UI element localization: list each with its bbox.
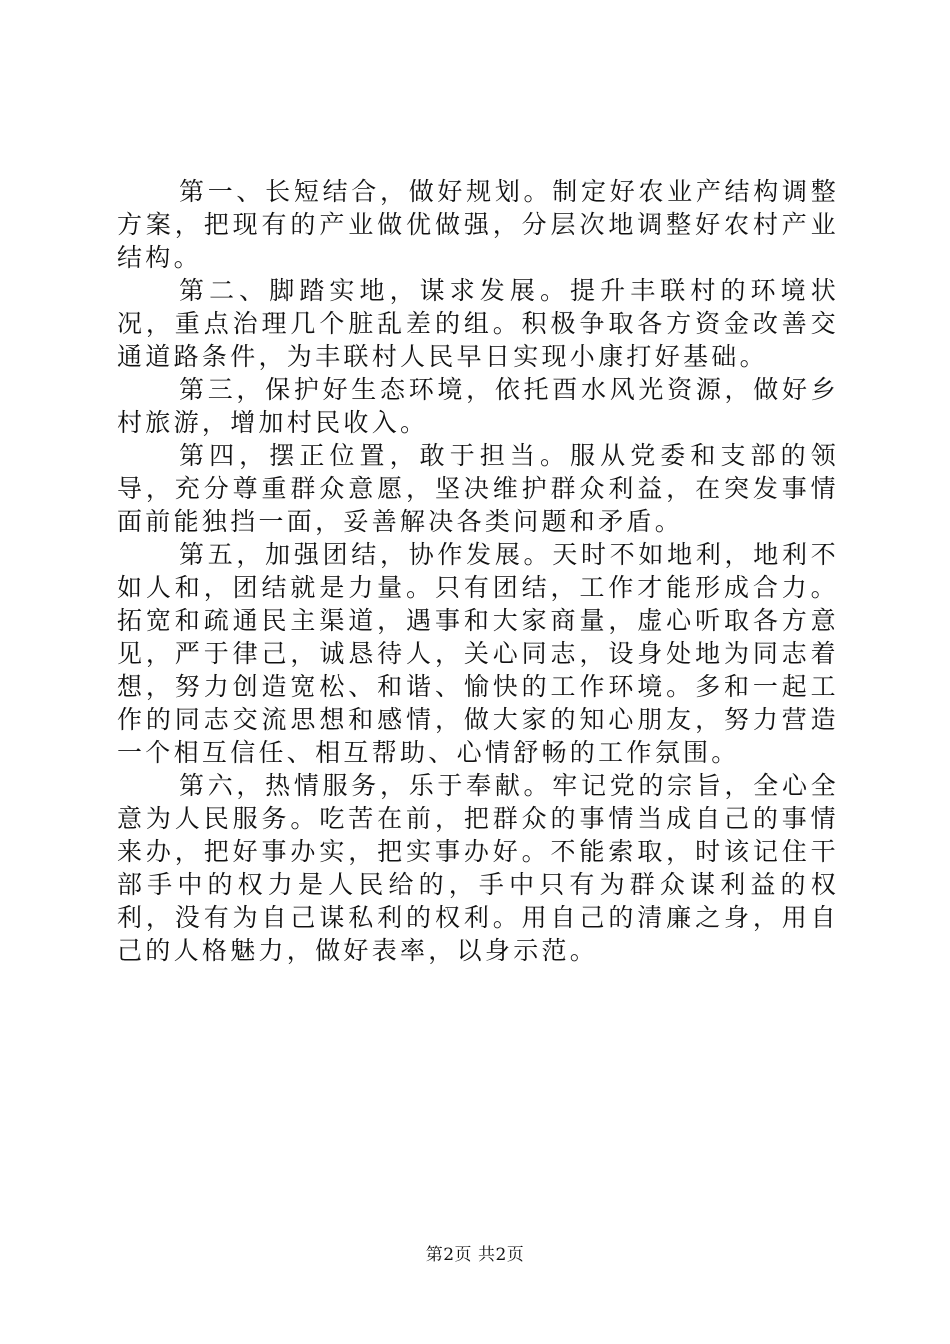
paragraph-1: 第一、长短结合，做好规划。制定好农业产结构调整方案，把现有的产业做优做强，分层次地调整好农村产业结构。 — [117, 177, 839, 272]
paragraph-4: 第四，摆正位置，敢于担当。服从党委和支部的领导，充分尊重群众意愿，坚决维护群众利益，在突发事情面前能独挡一面，妥善解决各类问题和矛盾。 — [117, 441, 839, 536]
paragraph-5: 第五，加强团结，协作发展。天时不如地利，地利不如人和，团结就是力量。只有团结，工作才能形成合力。拓宽和疏通民主渠道，遇事和大家商量，虚心听取各方意见，严于律己，诚恳待人，关心同志，设身处地为同志着想，努力创造宽松、和谐、愉快的工作环境。多和一起工作的同志交流思想和感情，做大家的知心朋友，努力营造一个相互信任、相互帮助、心情舒畅的工作氛围。 — [117, 540, 839, 767]
paragraph-3: 第三，保护好生态环境，依托酉水风光资源，做好乡村旅游，增加村民收入。 — [117, 375, 839, 437]
paragraph-6: 第六，热情服务，乐于奉献。牢记党的宗旨，全心全意为人民服务。吃苦在前，把群众的事情当成自己的事情来办，把好事办实，把实事办好。不能索取，时该记住干部手中的权力是人民给的，手中只有为群众谋利益的权利，没有为自己谋私利的权利。用自己的清廉之身，用自己的人格魅力，做好表率，以身示范。 — [117, 771, 839, 965]
document-body — [117, 175, 839, 967]
page-number-footer: 第2页 共2页 — [425, 1245, 525, 1265]
paragraph-2: 第二、脚踏实地，谋求发展。提升丰联村的环境状况，重点治理几个脏乱差的组。积极争取各方资金改善交通道路条件，为丰联村人民早日实现小康打好基础。 — [117, 276, 839, 371]
